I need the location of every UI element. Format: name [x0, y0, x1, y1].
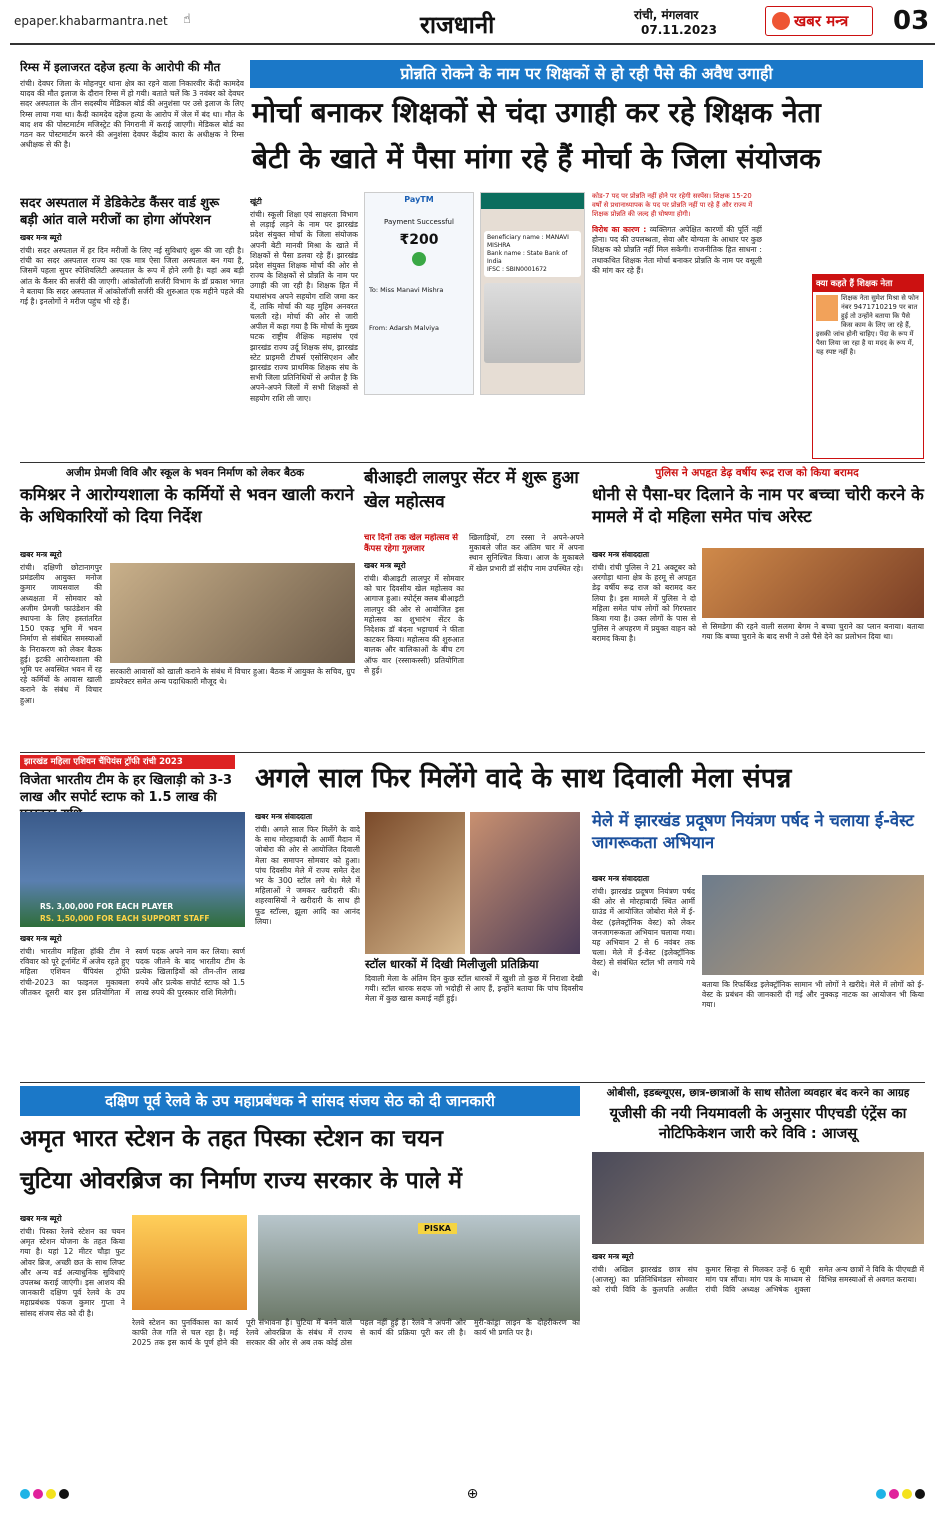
police-byline: खबर मन्त्र संवाददाता — [592, 550, 650, 559]
ewaste-body: रांची। झारखंड प्रदूषण नियंत्रण पर्षद की ओर से मोरहाबादी स्थित आर्मी ग्राउंड में आयोजित जोबोरा मेले में ई-वेस्ट (इलेक्ट्रॉनिक वेस्ट) को लेकर जनजागरूकता अभियान चलाया गया। यह अभियान 2 से 6 नवंबर तक चला। मेले में ई-वेस्ट (इलेक्ट्रॉनिक वेस्ट) से संबंधित स्टॉल भी लगाये गये थे। — [592, 887, 695, 978]
ewaste-byline: खबर मन्त्र संवाददाता — [592, 874, 650, 883]
reason-body: व्यक्तिगत अपेक्षित कारणों की पूर्ति नहीं होना। पद की उपलब्धता, सेवा और योग्यता के आधार पर कुछ शिक्षक को प्रोन्नति नहीं मिल सकेगी। राजनीतिक हित साधना : तथाकथित शिक्षक नेता मोर्चा बनाकर प्रोन्नति के नाम पर वसूली की मांग कर रहे हैं। — [592, 225, 762, 275]
success-check-icon — [412, 252, 426, 266]
beneficiary-name: Beneficiary name : MANAVI MISHRA — [487, 234, 569, 249]
azim-headline: कमिश्नर ने आरोग्यशाला के कर्मियों से भवन खाली कराने के अधिकारियों को दिया निर्देश — [20, 485, 354, 526]
footer-marks — [20, 1486, 925, 1502]
bank-name: Bank name : State Bank of India — [487, 250, 568, 265]
ewaste-headline: मेले में झारखंड प्रदूषण नियंत्रण पर्षद ने चलाया ई-वेस्ट जागरूकता अभियान — [592, 811, 914, 852]
hockey-headline: विजेता भारतीय टीम के हर खिलाड़ी को 3-3 लाख और सपोर्ट स्टाफ को 1.5 लाख की — [20, 773, 233, 805]
payment-from: From: Adarsh Malviya — [369, 324, 439, 332]
teacher-photo — [816, 295, 838, 321]
lead-side-notes: कोड-7 पद पर प्रोन्नति नहीं होने पर रहेगी सस्पेंस। शिक्षक 15-20 वर्षों से प्रधानाध्यापक के पद पर प्रोन्नति नहीं पा रहे हैं और राज्य में शिक्षक प्रोन्नति की जल्द ही घोषणा होगी। — [592, 192, 753, 218]
police-headline: धोनी से पैसा-घर दिलाने के नाम पर बच्चा चोरी करने के मामले में दो महिला समेत पांच अरेस्ट — [592, 485, 924, 526]
lead-side-column — [592, 192, 762, 452]
hockey-banner-1: RS. 3,00,000 FOR EACH PLAYER — [40, 902, 174, 911]
diwali-body: रांची। अगले साल फिर मिलेंगे के वादे के साथ मोरहाबादी के आर्मी मैदान में जोबोरा की ओर से आयोजित दिवाली मेला का समापन सोमवार को हुआ। पांच दिवसीय मेले में राज्य समेत देश भर के 300 स्टॉल लगे थे। मेले में महिलाओं ने जमकर खरीदारी की। शहरवासियों ने खरीदारी के साथ ही फूड स्टॉल्स, झूला आदि का आनंद लिया। — [255, 825, 360, 926]
azim-meeting-photo — [110, 563, 355, 663]
azim-body: रांची। दक्षिणी छोटानागपुर प्रमंडलीय आयुक्त मनोज कुमार जायसवाल की अध्यक्षता में सोमवार को अजीम प्रेमजी फाउंडेशन की स्थापना के लिए हस्तांतरित 150 एकड़ भूमि में भवन निर्माण से संबंधित समस्याओं के निराकरण को लेकर बैठक हुई। इटकी आरोग्यशाला की भूमि पर अवस्थित भवन में रह रहे कर्मियों के आवास खाली कराने के संबंध में विचार हुआ। — [20, 563, 102, 705]
ifsc-code: IFSC : SBIN0001672 — [487, 266, 547, 273]
bit-sub: चार दिनों तक खेल महोत्सव से कैंपस रहेगा गुलजार — [364, 533, 459, 554]
ewaste-story — [592, 872, 695, 1077]
cancer-story — [20, 195, 244, 455]
station-photo — [258, 1215, 580, 1320]
azim-story: खबर मन्त्र ब्यूरो रांची। दक्षिणी छोटानागपुर प्रमंडलीय आयुक्त मनोज कुमार जायसवाल की अध्यक्षता में सोमवार को अजीम प्रेमजी फाउंडेशन की स्थापना के लिए हस्तांतरित 150 एकड़ भूमि में भवन निर्माण से संबंधित समस्याओं के निराकरण को लेकर बैठक हुई। इटकी आरोग्यशाला की भूमि पर अवस्थित भवन में रह रहे कर्मियों के आवास खाली कराने के संबंध में विचार हुआ। सरकारी आवासों को खाली कराने के संबंध में विचार हुआ। बैठक में आयुक्त के सचिव, ग्रुप डायरेक्टर समेत अन्य पदाधिकारी मौजूद थे। — [20, 550, 355, 705]
lead-kicker: प्रोन्नति रोकने के नाम पर शिक्षकों से हो रही पैसे की अवैध उगाही — [250, 60, 923, 88]
cancer-headline-1: सदर अस्पताल में डेडिकेटेड कैंसर वार्ड शुरू — [20, 196, 220, 211]
diwali-photo-1 — [365, 812, 465, 954]
lead-byline: खूंटी — [250, 197, 262, 206]
masthead-url[interactable]: epaper.khabarmantra.net — [14, 14, 168, 28]
ugc-story — [592, 1250, 924, 1478]
reason-heading: विरोध का कारण : — [592, 225, 647, 234]
station-sign: PISKA — [418, 1223, 457, 1234]
ugc-byline: खबर मन्त्र ब्यूरो — [592, 1252, 634, 1261]
payment-app: PayTM — [404, 195, 434, 204]
bit-story: चार दिनों तक खेल महोत्सव से कैंपस रहेगा गुलजार खबर मन्त्र ब्यूरो रांची। बीआइटी लालपुर में सोमवार को चार दिवसीय खेल महोत्सव का आगाज हुआ। स्पोर्ट्स क्लब बीआइटी लालपुर की ओर से आयोजित इस महोत्सव का शुभारंभ सेंटर के निदेशक डॉ बंदना भट्टाचार्य ने फीता काटकर किया। महोत्सव की शुरुआत बालक और बालिकाओं के बीच टग ऑफ वार (रस्साकस्सी) प्रतियोगिता से हुई। खिलाड़ियों, टग रस्सा ने अपने-अपने मुकाबले जीत कर अंतिम चार में अपना स्थान सुनिश्चित किया। आज के मुकाबले में खेल प्रभारी डॉ संदीप नाम उपस्थित रहे। — [364, 533, 584, 675]
cancer-byline: खबर मन्त्र ब्यूरो — [20, 233, 62, 242]
diwali-photo-2 — [470, 812, 580, 954]
cursor-icon: ☝ — [183, 12, 191, 27]
ugc-body: रांची। अखिल झारखंड छात्र संघ (आजसू) का प्रतिनिधिमंडल सोमवार को रांची विवि के कुलपति अजीत कुमार सिन्हा से मिलकर उन्हें 6 सूत्री मांग पत्र सौंपा। मांग पत्र के माध्यम से रांची विवि अध्यक्ष अभिषेक शुक्ला समेत अन्य छात्रों ने विवि के पीएचडी में विभिन्न समस्याओं से अवगत कराया। — [592, 1265, 924, 1295]
rims-body: रांची। देवघर जिला के मोहनपुर थाना क्षेत्र का रहने वाला निकारवीर केंदी कामदेव यादव की मौत इलाज के दौरान रिम्स में हो गयी। बताते चलें कि 3 नवंबर को देवघर सदर अस्पताल के तीन सदस्यीय मेडिकल बोर्ड की अनुशंसा पर उसे इलाज के लिए रिम्स लाया गया था। कैदी कामदेव दहेज हत्या के आरोप में जेल में बंद था। मौत के बाद शव की पोस्टमार्टम मजिस्ट्रेट की निगरानी में कराई जाएगी। मेडिकल बोर्ड का गठन कर पोस्टमार्टम करने की अनुशंसा देवघर केंद्रीय कारा के अधीक्षक ने रिम्स अधीक्षक से की है। — [20, 79, 244, 150]
hockey-photo — [20, 812, 245, 927]
ugc-photo — [592, 1152, 924, 1244]
ugc-headline: यूजीसी की नयी नियमावली के अनुसार पीएचडी एंट्रेंस का नोटिफिकेशन जारी करे विवि : आजसू — [609, 1106, 907, 1142]
bit-headline: बीआइटी लालपुर सेंटर में शुरू हुआ खेल महोत्सव — [364, 468, 579, 512]
ewaste-photo — [702, 875, 924, 975]
chat-screenshot — [480, 192, 585, 395]
rims-story — [20, 60, 244, 185]
rims-headline: रिम्स में इलाजरत दहेज हत्या के आरोपी की मौत — [20, 60, 221, 74]
cancer-headline-2: बड़ी आंत वाले मरीजों का होगा ऑपरेशन — [20, 213, 211, 228]
diwali-sub-body: दिवाली मेला के अंतिम दिन कुछ स्टॉल धारकों में खुशी तो कुछ में निराशा देखी गयी। स्टॉल धारक सदफ जो भदोही से आए हैं, इन्होंने बताया कि पांच दिवसीय मेला में कुछ खास कमाई नहीं हुई। — [365, 974, 583, 1004]
brand-name: खबर मन्त्र — [794, 12, 849, 30]
lead-headline-1: मोर्चा बनाकर शिक्षकों से चंदा उगाही कर रहे शिक्षक नेता — [252, 96, 821, 129]
payment-amount: ₹200 — [399, 232, 439, 248]
bit-body: रांची। बीआइटी लालपुर में सोमवार को चार दिवसीय खेल महोत्सव का आगाज हुआ। स्पोर्ट्स क्लब बीआइटी लालपुर की ओर से आयोजित इस महोत्सव का शुभारंभ सेंटर के निदेशक डॉ बंदना भट्टाचार्य ने फीता काटकर किया। महोत्सव की शुरुआत बालक और बालिकाओं के बीच टग ऑफ वार (रस्साकस्सी) प्रतियोगिता से हुई। — [364, 574, 464, 675]
teacher-leader-box — [812, 274, 924, 459]
payment-status: Payment Successful — [384, 218, 454, 226]
lead-headline-2: बेटी के खाते में पैसा मांगा रहे हैं मोर्चा के जिला संयोजक — [252, 142, 821, 175]
railway-headline-1: अमृत भारत स्टेशन के तहत पिस्का स्टेशन का चयन — [20, 1125, 444, 1152]
hockey-story — [20, 932, 245, 1077]
railway-story — [20, 1212, 125, 1477]
lead-body: रांची। स्कूली शिक्षा एवं साक्षरता विभाग से लड़ाई लड़ने के नाम पर झारखंड प्रदेश संयुक्त मोर्चा के जिला संयोजक अपनी बेटी मानवी मिश्रा के खाते में शिक्षकों से पैसा डलवा रहे हैं। झारखंड प्रदेश संयुक्त शिक्षक मोर्चा की ओर से राज्य के शिक्षकों से प्रोन्नति के नाम पर उगाही की जा रही है। शिक्षक हित में यथासंभव अपने सहयोग राशि जमा कर दें, ताकि मोर्चा की यह मुहिम अनवरत चलती रहे। मोर्चा की ओर से जारी अपील में कहा गया है कि मोर्चा के मुख्य घटक राष्ट्रीय शैक्षिक महासंघ एवं झारखंड राज्य उर्दू शिक्षक संघ, झारखंड स्टेट प्राइमरी टीचर्स एसोसिएशन और झारखंड राज्य प्राथमिक शिक्षक संघ के सभी जिला प्रतिनिधियों से अपील है कि अपने-अपने जिलों में सभी शिक्षकों से सहयोग राशि ली जाए। — [250, 210, 358, 403]
hockey-tag: झारखंड महिला एशियन चैंपियंस ट्रॉफी रांची 2023 — [20, 755, 235, 769]
railway-headline-2: चुटिया ओवरब्रिज का निर्माण राज्य सरकार के पाले में — [20, 1167, 462, 1194]
registration-target-icon: ⊕ — [466, 1486, 479, 1502]
payment-to: To: Miss Manavi Mishra — [369, 286, 444, 294]
place-day: रांची, मंगलवार — [634, 8, 699, 22]
police-kicker: पुलिस ने अपहृत डेढ़ वर्षीय रूद्र राज को किया बरामद — [655, 467, 859, 479]
hockey-byline: खबर मन्त्र ब्यूरो — [20, 934, 62, 943]
police-photo — [702, 548, 924, 618]
diwali-sub: स्टॉल धारकों में दिखी मिलीजुली प्रतिक्रिया — [365, 957, 539, 971]
page-number: 03 — [893, 6, 930, 36]
ugc-kicker: ओबीसी, इडब्ल्यूएस, छात्र-छात्राओं के साथ सौतेला व्यवहार बंद करने का आग्रह — [606, 1087, 910, 1099]
masthead — [0, 0, 945, 46]
azim-kicker: अजीम प्रेमजी विवि और स्कूल के भवन निर्माण को लेकर बैठक — [65, 467, 305, 479]
payment-screenshot — [364, 192, 474, 395]
teacher-box-title: क्या कहते हैं शिक्षक नेता — [813, 275, 923, 292]
hockey-banner-2: RS. 1,50,000 FOR EACH SUPPORT STAFF — [40, 914, 210, 923]
teacher-box-body: शिक्षक नेता सुमेश मिश्रा से फोन नंबर 9471710219 पर बात हुई तो उन्होंने बताया कि पैसे किस काम के लिए जा रहे हैं, इसकी जांच होनी चाहिए। पेंदा के रूप में पैसा लिया जा रहा है या मदद के रूप में, यह स्पष्ट नहीं है। — [816, 294, 919, 356]
police-story: खबर मन्त्र संवाददाता रांची। रांची पुलिस ने 21 अक्टूबर को अरगोड़ा थाना क्षेत्र के हरमू से अपहृत डेढ़ वर्षीय रूद्र राज को बरामद कर लिया है। इस मामले में पुलिस ने दो महिला समेत पांच लोगों को गिरफ्तार किया गया है। उक्त लोगों के पास से पुलिस ने अपहरण में प्रयुक्त वाहन को बरामद किया है। से सिमडेगा की रहने वाली सलमा बेगम ने बच्चा चुराने का प्लान बनाया। बताया गया कि बच्चा चुराने के बाद सभी ने उसे पैसे देने का प्रलोभन दिया था। — [592, 550, 924, 644]
brand-logo-icon — [772, 12, 790, 30]
railway-byline: खबर मन्त्र ब्यूरो — [20, 1214, 62, 1223]
mp-photo — [132, 1215, 247, 1310]
diwali-byline: खबर मन्त्र संवाददाता — [255, 812, 313, 821]
railway-kicker: दक्षिण पूर्व रेलवे के उप महाप्रबंधक ने सांसद संजय सेठ को दी जानकारी — [20, 1086, 580, 1116]
diwali-story — [255, 810, 360, 1075]
railway-body: रांची। पिस्का रेलवे स्टेशन का चयन अमृत स्टेशन योजना के तहत किया गया है। यहां 12 मीटर चौड़ा फुट ओवर ब्रिज, अच्छी छत के साथ लिफ्ट और अन्य वर्ड अत्याधुनिक सुविधाएं उपलब्ध कराई जाएंगी। इस आशय की जानकारी दक्षिण पूर्व रेलवे के उप महाप्रबंधक पंकज कुमार गुप्ता ने सांसद संजय सेठ को दी है। — [20, 1227, 125, 1318]
police-body: रांची। रांची पुलिस ने 21 अक्टूबर को अरगोड़ा थाना क्षेत्र के हरमू से अपहृत डेढ़ वर्षीय रूद्र राज को बरामद कर लिया है। इस मामले में पुलिस ने दो महिला समेत पांच लोगों को गिरफ्तार किया गया है। उक्त लोगों के पास से पुलिस ने अपहरण में प्रयुक्त वाहन को बरामद किया है। — [592, 563, 696, 644]
cancer-body: रांची। सदर अस्पताल में हर दिन मरीजों के लिए नई सुविधाएं शुरू की जा रही है। रांची का सदर अस्पताल राज्य का एक मात्र ऐसा जिला अस्पताल बन गया है, जिसमें पहला सुपर स्पेशियलिटी अस्पताल के रूप में होने लगी है। यहां अब बड़ी आंत के कैंसर की सर्जरी की जाएगी। आंकोलॉजी सर्जरी विभाग के डॉ प्रकाश भगत ने बताया कि सदर अस्पताल में आंकोलॉजी सर्जरी की शुरुआत एक महीने पहले की गई है। इनलोगों ने मरीज पहुंच भी रहे हैं। — [20, 246, 244, 307]
hockey-body: रांची। भारतीय महिला हॉकी टीम ने रविवार को पूरे टूर्नामेंट में अजेय रहते हुए महिला एशियन चैंपियंस ट्रॉफी रांची-2023 का फाइनल मुकाबला जीतकर दूसरी बार इस प्रतियोगिता में स्वर्ण पदक अपने नाम कर लिया। स्वर्ण पदक जीतने के बाद भारतीय टीम के प्रत्येक खिलाड़ियों को तीन-तीन लाख रुपये और प्रत्येक सपोर्ट स्टाफ को 1.5 लाख रुपये की पुरस्कार राशि मिलेगी। — [20, 947, 245, 997]
azim-byline: खबर मन्त्र ब्यूरो — [20, 550, 62, 559]
bit-byline: खबर मन्त्र ब्यूरो — [364, 561, 406, 570]
section-title: राजधानी — [420, 10, 495, 39]
diwali-headline: अगले साल फिर मिलेंगे वादे के साथ दिवाली मेला संपन्न — [255, 763, 792, 794]
issue-date: 07.11.2023 — [641, 23, 717, 37]
lead-body-column — [250, 195, 358, 455]
